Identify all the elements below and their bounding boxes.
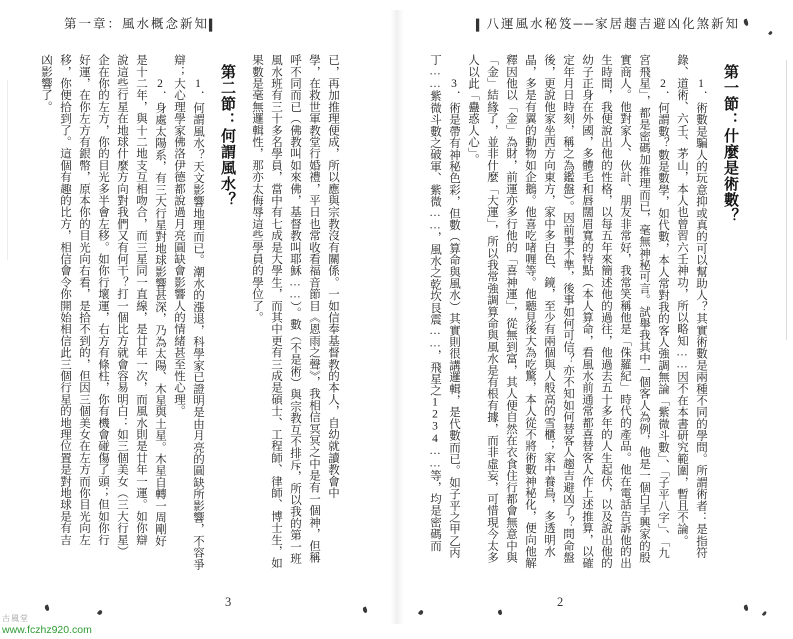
text-column: 幼子正身在外國，多體毛和唇闊眉寬的特點（本人算命，看風水前通常都喜替客人作上述推算，以確 [581, 54, 593, 569]
ink-mark [497, 609, 502, 615]
text-column: 實商人。他對家人、伙計、朋友非常好，我常笑稱他是「侏羅紀」時代的產品。他在電話告訴他的出 [619, 54, 631, 569]
page-gutter-fold [390, 10, 404, 624]
ink-mark [362, 606, 368, 613]
text-column: 人以此「蠱惑人心」。 [467, 54, 479, 166]
text-column: 宮飛星」，都是密碼加推理而已，毫無神秘可言。試舉我其中一個客人為例，他是一個白手興家的殷 [638, 54, 650, 564]
text-column: 1．何謂風水？天文影響地理而已。潮水的漲退，科學家已證明是由月亮的圓缺所影響，不容爭 [192, 78, 204, 570]
scan-edge-right [786, 60, 787, 340]
watermark-url: www.fczhz920.com [2, 624, 92, 636]
right-page-text [420, 54, 750, 600]
text-column: 錄、道術、六壬、茅山，本人也曾習六壬神功，所以略知……因不在本書研究範圍，暫且不論。 [676, 54, 688, 547]
ink-mark [97, 609, 103, 615]
text-column: 凶影響了。 [40, 54, 52, 113]
text-column: 晶，多是有翼的動物如企鵝。他喜吃啫喱等。他聽見後大為吃驚，本人從不將術數神秘化，便向他解 [524, 54, 536, 569]
text-column: 是十二年，與十二地支互相吻合，而三星同一直線，是廿年一次，而風水則是廿年一運。如你辯 [135, 54, 147, 546]
text-column: 2．身處太陽系，有三大行星對地球影響甚深，乃為太陽、木星與土星。木星自轉一周剛好 [154, 78, 166, 547]
text-column: 後，更說他家坐西方向東方，家中多白色、鏡，至少有兩個與人般高的雪櫃；家中養鳥，多透明水 [543, 54, 555, 558]
text-column: 「金」結緣了，並非什麼「大運」，所以我常強調算命與風水是有根有據，而非虛妄，可惜現今太多 [486, 54, 498, 564]
header-bar-mark: ▍ [476, 20, 487, 32]
text-column: 已，再加推理便成，所以應與宗教沒有關係。一如信奉基督教的本人，自幼就讀教會中 [327, 54, 339, 499]
text-column: 果數是毫無邏輯性，那亦太侮辱這些學員的學位了。 [251, 54, 263, 324]
section-heading: 第一節：什麼是術數？ [722, 64, 738, 224]
watermark [2, 614, 92, 635]
ink-mark [44, 604, 50, 611]
text-column: 3．術是帶有神秘色彩，但數（算命與風水）其實則很講邏輯，是代數而已。如子平之甲乙丙 [448, 78, 460, 559]
watermark-studio: 古風堂 [2, 614, 29, 623]
text-column: 風水班有三十多名學員，當中有七成是大學生，而其中更有三成是碩士、工程師、律師、博士生，如 [270, 54, 282, 569]
header-bar-mark: ▍ [209, 20, 220, 32]
ink-mark [418, 609, 424, 615]
running-head-left [64, 14, 219, 32]
ink-mark [762, 611, 767, 617]
ink-mark [743, 604, 749, 611]
left-page-text [28, 54, 342, 600]
text-column: 1．術數是騙人的玩意抑或真的可以幫助人？其實術數是兩種不同的學問。所謂術者：是指符 [695, 78, 707, 559]
text-column: 2．何謂數？數是數學，如代數，本人常對我的客人強調無論「紫微斗數」、「子平八字」、「九 [657, 78, 669, 559]
running-head-right-text: 八運風水秘笈──家居趨吉避凶化煞新知 [486, 17, 741, 31]
text-column: 定年月日時刻，稱之為鑑盤）。因前事不準，後事如何可信？亦不知如何替客人趨吉避凶了？問命盤 [562, 54, 574, 564]
text-column: 說這些行星在地球什麼方向對我們又有何干？打一個比方就會容易明白：如三個美女（三大行星） [116, 54, 128, 558]
text-column: 移，你便拾到了。這個有趣的比方，相信會令你開始相信此三個行星的地理位置是對地球是有吉 [59, 54, 71, 546]
running-head-right [476, 14, 740, 32]
ink-mark [768, 31, 773, 36]
section-heading: 第二節：何謂風水？ [219, 64, 235, 208]
text-column: 釋因他以「金」為財，前運亦多行他的「喜神運」，從無到富，其人便自然在衣食住行都會無意中與 [505, 54, 517, 564]
text-column: 辯；大心理學家佛洛伊德都說過月亮圓缺會影響人的情緒甚至性心理。 [173, 54, 185, 417]
scan-edge-left [7, 80, 8, 260]
page-number-right: 2 [557, 595, 564, 609]
text-column: 呼不同而已（佛教叫如來佛，基督教叫耶穌……）。數（不是術）與宗教互不排斥，所以我的第一班 [289, 54, 301, 565]
text-column: 學，在救世軍教堂行婚禮，平日也常收看福音節目《恩雨之聲》，我相信冥冥之中是有一個神，但稱 [308, 54, 320, 564]
text-column: 好運，在你左方有銀幣，原本你的目光向右看，是拾不到的，但因三個美女在左方而你目光向左 [78, 54, 90, 546]
text-column: 丁……紫微斗數之破軍、紫微……，風水之乾坎艮震……，飛星之1234……等，均是密碼而 [429, 54, 441, 552]
text-column: 企在你的左方，你的目光多半會左移。如你行壞運，右方有條柱，你有機會碰傷了頭；但如你行 [97, 54, 109, 546]
running-head-left-text: 第一章：風水概念新知 [64, 17, 210, 31]
page-number-left: 3 [225, 595, 232, 609]
text-column: 生時間，我便說出他的性格，以每五年來簡述他的過往，他過去五十多年的人生起伏，以及說出他的 [600, 54, 612, 569]
ink-mark [743, 19, 749, 27]
